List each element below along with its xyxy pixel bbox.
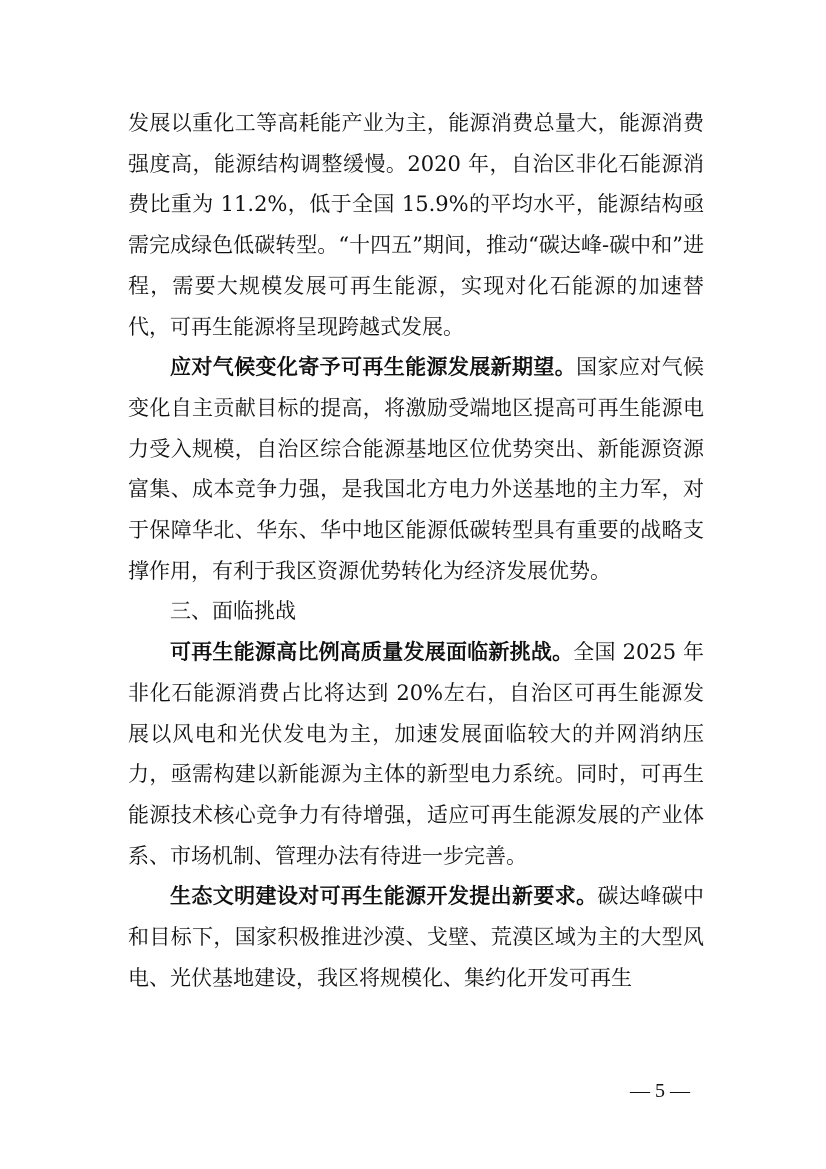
paragraph-body: 碳达峰碳中和目标下，国家积极推进沙漠、戈壁、荒漠区域为主的大型风电、光伏基地建设，我区将规模化、集约化开发可再生 bbox=[128, 884, 704, 990]
page-number: — 5 — bbox=[630, 1080, 690, 1102]
paragraph-lead: 可再生能源高比例高质量发展面临新挑战。 bbox=[170, 640, 574, 665]
paragraph-lead: 应对气候变化寄予可再生能源发展新期望。 bbox=[170, 355, 577, 380]
paragraph-ecological-civilization bbox=[128, 876, 704, 998]
section-heading-challenges: 三、面临挑战 bbox=[170, 599, 296, 624]
body-text bbox=[128, 103, 704, 998]
paragraph-energy-structure: 发展以重化工等高耗能产业为主，能源消费总量大，能源消费强度高，能源结构调整缓慢。2020 年，自治区非化石能源消费比重为 11.2%，低于全国 15.9%的平均水平，能源结构亟需完成绿色低碳转型。“十四五”期间，推动“碳达峰-碳中和”进程，需要大规模发展可再生能源，实现对化石能源的加速替代，可再生能源将呈现跨越式发展。 bbox=[128, 111, 704, 339]
paragraph-climate-change bbox=[128, 347, 704, 591]
paragraph-lead: 生态文明建设对可再生能源开发提出新要求。 bbox=[170, 884, 598, 909]
paragraph-new-challenges bbox=[128, 632, 704, 876]
paragraph-body: 全国 2025 年非化石能源消费占比将达到 20%左右，自治区可再生能源发展以风电和光伏发电为主，加速发展面临较大的并网消纳压力，亟需构建以新能源为主体的新型电力系统。同时，可再生能源技术核心竞争力有待增强，适应可再生能源发展的产业体系、市场机制、管理办法有待进一步完善。 bbox=[128, 640, 704, 868]
paragraph-body: 国家应对气候变化自主贡献目标的提高，将激励受端地区提高可再生能源电力受入规模，自治区综合能源基地区位优势突出、新能源资源富集、成本竞争力强，是我国北方电力外送基地的主力军，对于保障华北、华东、华中地区能源低碳转型具有重要的战略支撑作用，有利于我区资源优势转化为经济发展优势。 bbox=[128, 355, 704, 583]
